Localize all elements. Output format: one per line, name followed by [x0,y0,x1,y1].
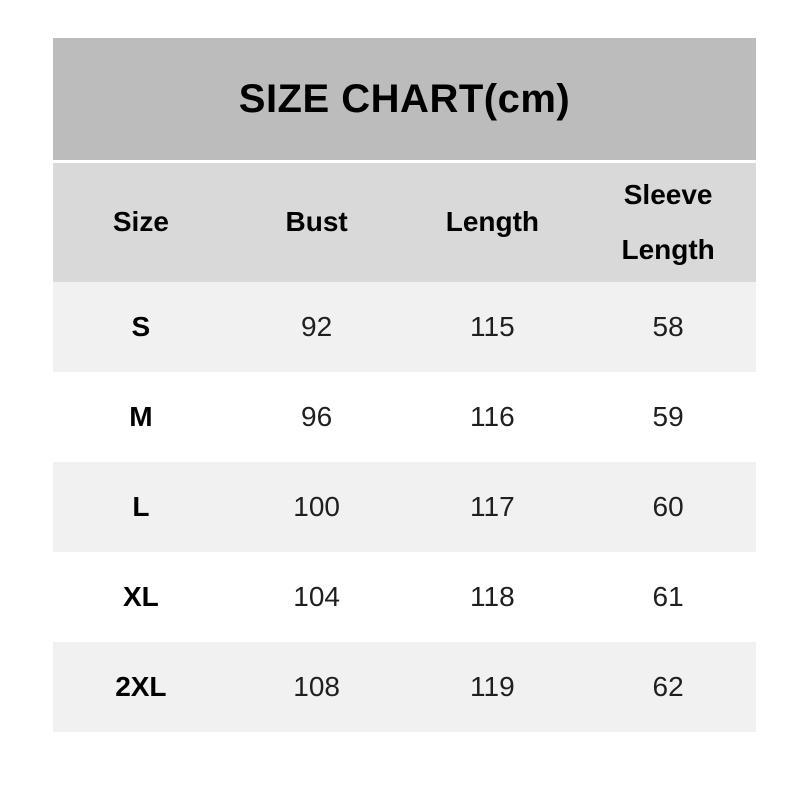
cell-bust: 96 [301,401,333,432]
cell-size: 2XL [115,671,167,702]
cell-bust: 104 [293,581,340,612]
cell-size: XL [122,581,159,612]
cell-sleeve-length: 60 [652,491,684,522]
cell-sleeve-length: 58 [652,311,684,342]
cell-bust: 92 [301,311,333,342]
table-header-row [53,163,756,282]
cell-bust: 108 [293,671,340,702]
column-header-sleeve-length [580,163,756,282]
column-header-sleeve-length-label: Sleeve Length [621,178,715,265]
cell-sleeve-length: 62 [652,671,684,702]
cell-sleeve-length: 59 [652,401,684,432]
column-header-bust [229,163,405,282]
table-row-l [53,462,756,552]
cell-size: S [131,311,151,342]
cell-length: 118 [470,581,515,612]
column-header-length-label: Length [445,206,540,238]
column-header-length [405,163,581,282]
cell-sleeve-length: 61 [652,581,684,612]
table-row-s [53,282,756,372]
table-row-2xl [53,642,756,732]
column-header-size-label: Size [112,206,169,238]
cell-length: 117 [470,491,515,522]
column-header-bust-label: Bust [285,206,348,238]
cell-size: M [129,401,153,432]
table-row-m [53,372,756,462]
size-chart-table [53,38,756,732]
cell-bust: 100 [293,491,340,522]
size-chart-title: SIZE CHART(cm) [53,38,756,160]
cell-length: 115 [470,311,515,342]
table-row-xl [53,552,756,642]
cell-size: L [132,491,150,522]
column-header-size [53,163,229,282]
cell-length: 116 [470,401,515,432]
cell-length: 119 [470,671,515,702]
